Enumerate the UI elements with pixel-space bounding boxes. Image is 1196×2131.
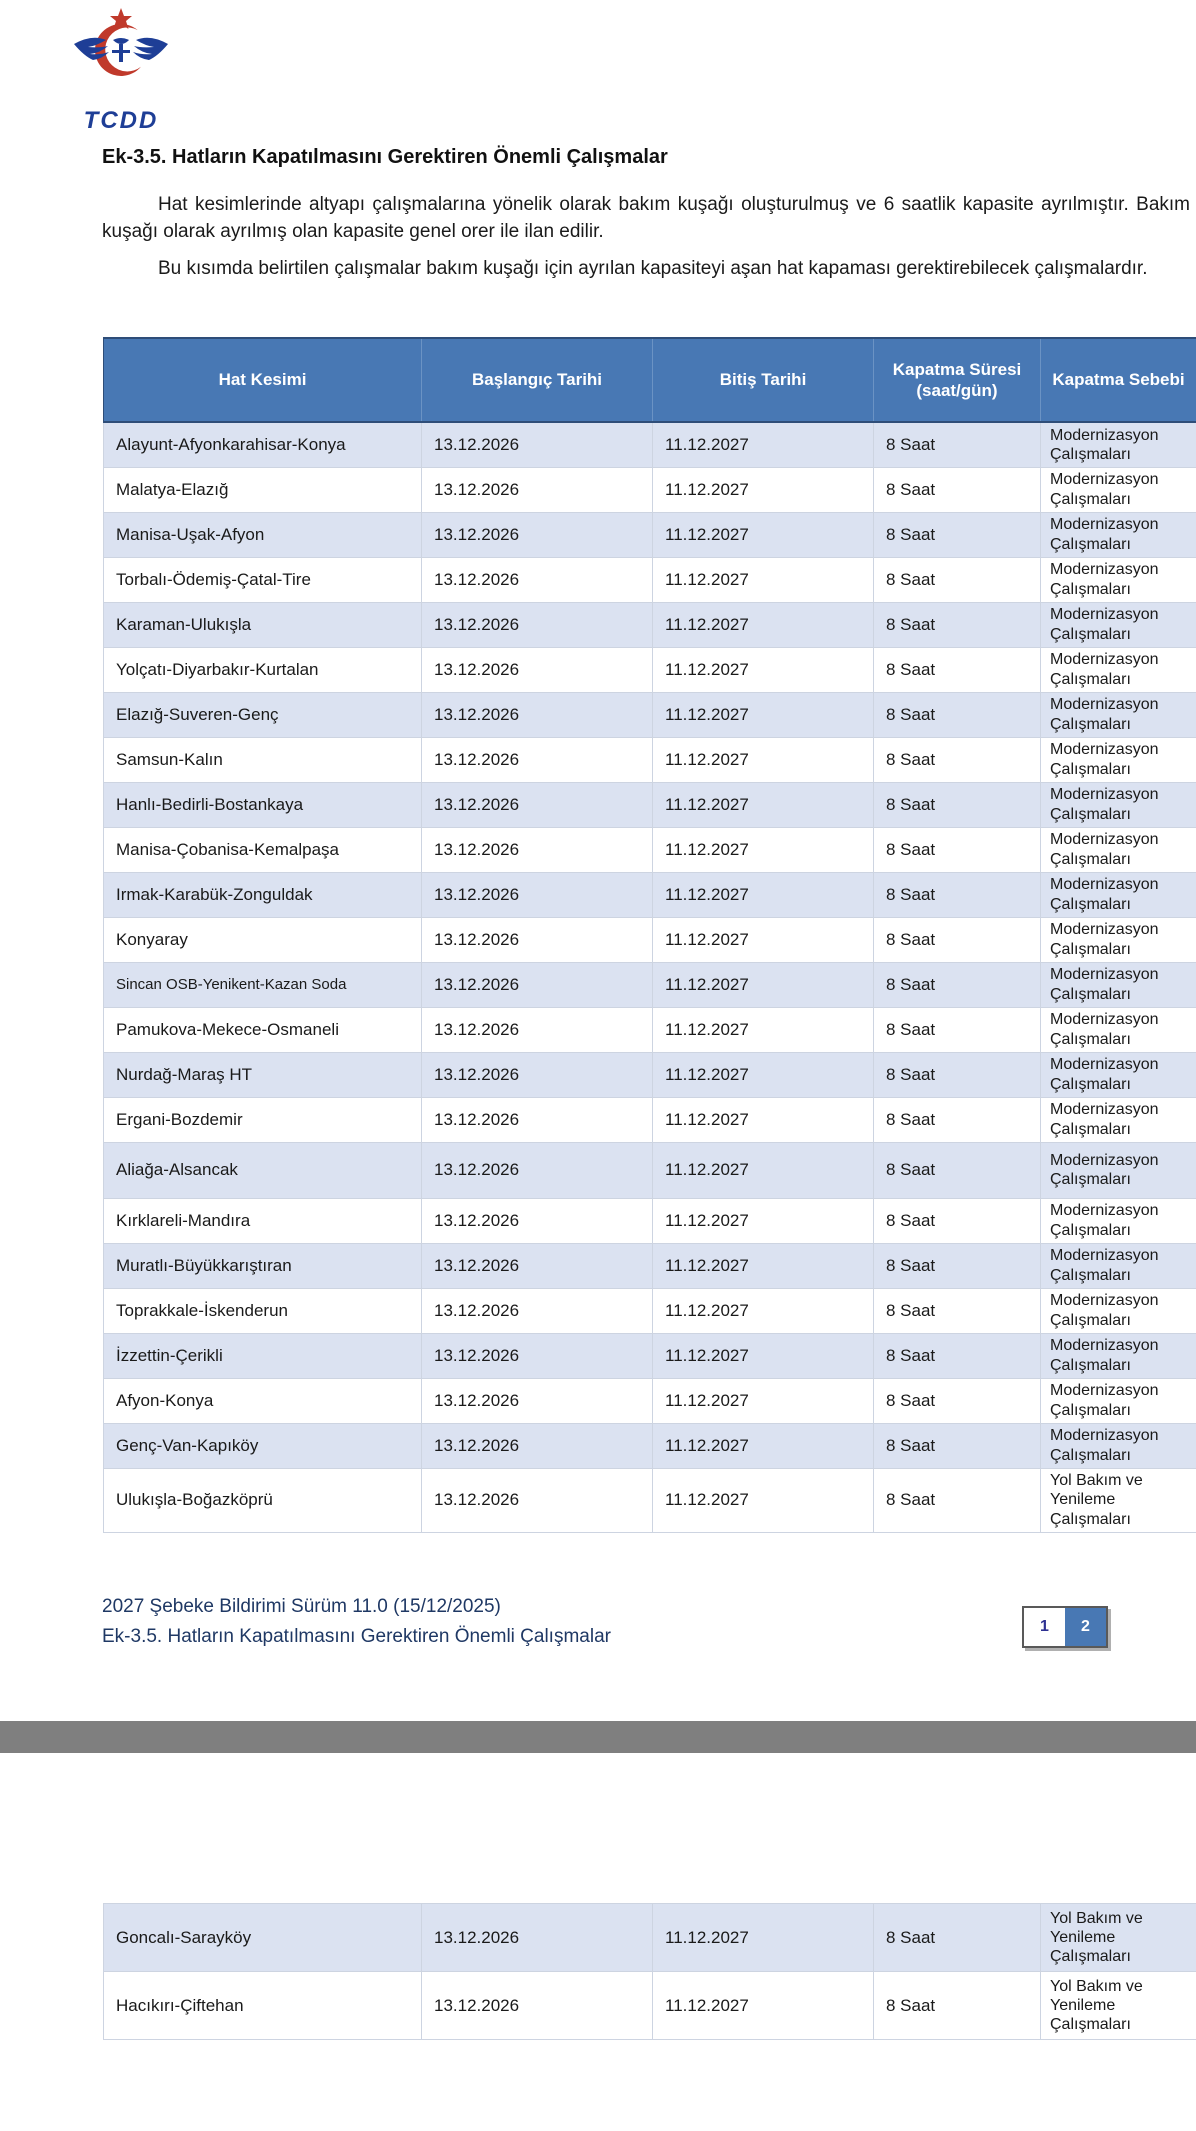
cell-kapatma-suresi: 8 Saat [874,737,1041,782]
cell-kapatma-suresi: 8 Saat [874,1904,1041,1972]
cell-kapatma-sebebi: Modernizasyon Çalışmaları [1041,602,1196,647]
cell-hat-kesimi: Nurdağ-Maraş HT [104,1052,422,1097]
cell-baslangic-tarihi: 13.12.2026 [422,467,653,512]
cell-baslangic-tarihi: 13.12.2026 [422,602,653,647]
cell-kapatma-sebebi: Modernizasyon Çalışmaları [1041,1288,1196,1333]
cell-bitis-tarihi: 11.12.2027 [653,1142,874,1198]
table-row [104,1097,1196,1142]
table-row [104,1904,1196,1972]
cell-kapatma-sebebi: Modernizasyon Çalışmaları [1041,692,1196,737]
header-bitis-tarihi: Bitiş Tarihi [653,338,874,422]
cell-kapatma-sebebi: Modernizasyon Çalışmaları [1041,782,1196,827]
cell-bitis-tarihi: 11.12.2027 [653,602,874,647]
cell-kapatma-suresi: 8 Saat [874,1007,1041,1052]
cell-kapatma-sebebi: Modernizasyon Çalışmaları [1041,512,1196,557]
cell-bitis-tarihi: 11.12.2027 [653,1052,874,1097]
cell-kapatma-suresi: 8 Saat [874,1198,1041,1243]
cell-bitis-tarihi: 11.12.2027 [653,692,874,737]
closure-table-body [104,422,1196,1532]
cell-baslangic-tarihi: 13.12.2026 [422,422,653,467]
cell-kapatma-suresi: 8 Saat [874,1097,1041,1142]
cell-bitis-tarihi: 11.12.2027 [653,647,874,692]
cell-kapatma-sebebi: Modernizasyon Çalışmaları [1041,872,1196,917]
cell-kapatma-suresi: 8 Saat [874,1423,1041,1468]
table-row [104,872,1196,917]
cell-bitis-tarihi: 11.12.2027 [653,1097,874,1142]
cell-kapatma-suresi: 8 Saat [874,1243,1041,1288]
cell-kapatma-suresi: 8 Saat [874,1972,1041,2040]
intro-paragraphs [102,192,1190,283]
tcdd-logo-text: TCDD [83,107,159,134]
cell-kapatma-sebebi: Yol Bakım ve Yenileme Çalışmaları [1041,1972,1196,2040]
cell-bitis-tarihi: 11.12.2027 [653,962,874,1007]
table-row [104,1423,1196,1468]
cell-baslangic-tarihi: 13.12.2026 [422,827,653,872]
cell-kapatma-sebebi: Modernizasyon Çalışmaları [1041,1198,1196,1243]
cell-baslangic-tarihi: 13.12.2026 [422,647,653,692]
cell-bitis-tarihi: 11.12.2027 [653,827,874,872]
cell-hat-kesimi: Irmak-Karabük-Zonguldak [104,872,422,917]
table-row [104,1243,1196,1288]
cell-baslangic-tarihi: 13.12.2026 [422,1142,653,1198]
cell-bitis-tarihi: 11.12.2027 [653,1972,874,2040]
closure-table-header [104,338,1196,422]
cell-hat-kesimi: Hanlı-Bedirli-Bostankaya [104,782,422,827]
cell-kapatma-sebebi: Modernizasyon Çalışmaları [1041,962,1196,1007]
header-kapatma-suresi: Kapatma Süresi (saat/gün) [874,338,1041,422]
cell-baslangic-tarihi: 13.12.2026 [422,1198,653,1243]
cell-kapatma-suresi: 8 Saat [874,467,1041,512]
cell-kapatma-sebebi: Modernizasyon Çalışmaları [1041,1142,1196,1198]
page-number-1: 1 [1024,1608,1065,1646]
table-row [104,422,1196,467]
cell-kapatma-sebebi: Modernizasyon Çalışmaları [1041,647,1196,692]
cell-hat-kesimi: Konyaray [104,917,422,962]
cell-kapatma-sebebi: Modernizasyon Çalışmaları [1041,1007,1196,1052]
cell-kapatma-sebebi: Modernizasyon Çalışmaları [1041,1423,1196,1468]
table-row [104,692,1196,737]
cell-kapatma-sebebi: Modernizasyon Çalışmaları [1041,1333,1196,1378]
cell-hat-kesimi: Samsun-Kalın [104,737,422,782]
header-hat-kesimi: Hat Kesimi [104,338,422,422]
table-row [104,1288,1196,1333]
cell-kapatma-sebebi: Modernizasyon Çalışmaları [1041,1052,1196,1097]
closure-table-page1 [103,337,1196,1533]
table-row [104,962,1196,1007]
table-row [104,917,1196,962]
cell-kapatma-sebebi: Modernizasyon Çalışmaları [1041,467,1196,512]
cell-baslangic-tarihi: 13.12.2026 [422,872,653,917]
cell-bitis-tarihi: 11.12.2027 [653,1333,874,1378]
cell-bitis-tarihi: 11.12.2027 [653,1904,874,1972]
table-row [104,602,1196,647]
cell-hat-kesimi: Genç-Van-Kapıköy [104,1423,422,1468]
cell-kapatma-suresi: 8 Saat [874,962,1041,1007]
cell-baslangic-tarihi: 13.12.2026 [422,1097,653,1142]
cell-bitis-tarihi: 11.12.2027 [653,1243,874,1288]
cell-bitis-tarihi: 11.12.2027 [653,1423,874,1468]
cell-baslangic-tarihi: 13.12.2026 [422,1972,653,2040]
cell-hat-kesimi: Yolçatı-Diyarbakır-Kurtalan [104,647,422,692]
cell-baslangic-tarihi: 13.12.2026 [422,1904,653,1972]
closure-table-page2 [103,1903,1196,2040]
cell-kapatma-suresi: 8 Saat [874,1333,1041,1378]
page-break-divider [0,1721,1196,1753]
cell-hat-kesimi: Ergani-Bozdemir [104,1097,422,1142]
cell-hat-kesimi: Alayunt-Afyonkarahisar-Konya [104,422,422,467]
table-row [104,557,1196,602]
table-row [104,782,1196,827]
page-footer [102,1592,611,1652]
cell-hat-kesimi: Afyon-Konya [104,1378,422,1423]
cell-kapatma-suresi: 8 Saat [874,872,1041,917]
page-title: Ek-3.5. Hatların Kapatılmasını Gerektiren Önemli Çalışmalar [102,146,668,168]
header-kapatma-sebebi: Kapatma Sebebi [1041,338,1196,422]
cell-kapatma-suresi: 8 Saat [874,1142,1041,1198]
cell-bitis-tarihi: 11.12.2027 [653,1288,874,1333]
cell-kapatma-sebebi: Modernizasyon Çalışmaları [1041,1243,1196,1288]
cell-baslangic-tarihi: 13.12.2026 [422,1333,653,1378]
table-row [104,1468,1196,1532]
table-row [104,1198,1196,1243]
cell-baslangic-tarihi: 13.12.2026 [422,512,653,557]
cell-kapatma-suresi: 8 Saat [874,647,1041,692]
closure-table-page2-body [104,1904,1196,2040]
table-row [104,1378,1196,1423]
table-row [104,467,1196,512]
cell-kapatma-sebebi: Modernizasyon Çalışmaları [1041,827,1196,872]
cell-bitis-tarihi: 11.12.2027 [653,1468,874,1532]
cell-bitis-tarihi: 11.12.2027 [653,737,874,782]
cell-kapatma-sebebi: Yol Bakım ve Yenileme Çalışmaları [1041,1904,1196,1972]
cell-hat-kesimi: Muratlı-Büyükkarıştıran [104,1243,422,1288]
cell-hat-kesimi: Hacıkırı-Çiftehan [104,1972,422,2040]
cell-kapatma-suresi: 8 Saat [874,422,1041,467]
cell-bitis-tarihi: 11.12.2027 [653,1198,874,1243]
cell-baslangic-tarihi: 13.12.2026 [422,1288,653,1333]
cell-hat-kesimi: Elazığ-Suveren-Genç [104,692,422,737]
paragraph-maintenance-band: Hat kesimlerinde altyapı çalışmalarına yönelik olarak bakım kuşağı oluşturulmuş ve 6 saatlik kapasite ayrılmıştır. Bakım kuşağı olarak ayrılmış olan kapasite genel orer ile ilan edilir. [102,194,1190,242]
cell-kapatma-suresi: 8 Saat [874,512,1041,557]
cell-kapatma-suresi: 8 Saat [874,1468,1041,1532]
table-row [104,647,1196,692]
cell-bitis-tarihi: 11.12.2027 [653,872,874,917]
cell-baslangic-tarihi: 13.12.2026 [422,1243,653,1288]
cell-baslangic-tarihi: 13.12.2026 [422,1423,653,1468]
cell-bitis-tarihi: 11.12.2027 [653,1378,874,1423]
cell-baslangic-tarihi: 13.12.2026 [422,782,653,827]
cell-kapatma-suresi: 8 Saat [874,1288,1041,1333]
cell-kapatma-suresi: 8 Saat [874,602,1041,647]
cell-kapatma-sebebi: Modernizasyon Çalışmaları [1041,422,1196,467]
cell-kapatma-sebebi: Modernizasyon Çalışmaları [1041,1378,1196,1423]
cell-bitis-tarihi: 11.12.2027 [653,557,874,602]
cell-bitis-tarihi: 11.12.2027 [653,467,874,512]
cell-bitis-tarihi: 11.12.2027 [653,782,874,827]
table-row [104,827,1196,872]
cell-hat-kesimi: Malatya-Elazığ [104,467,422,512]
cell-kapatma-suresi: 8 Saat [874,557,1041,602]
cell-hat-kesimi: Manisa-Çobanisa-Kemalpaşa [104,827,422,872]
cell-baslangic-tarihi: 13.12.2026 [422,962,653,1007]
cell-kapatma-suresi: 8 Saat [874,692,1041,737]
table-row [104,1052,1196,1097]
cell-kapatma-suresi: 8 Saat [874,917,1041,962]
footer-version-line: 2027 Şebeke Bildirimi Sürüm 11.0 (15/12/2025) [102,1596,501,1617]
cell-hat-kesimi: Pamukova-Mekece-Osmaneli [104,1007,422,1052]
cell-kapatma-sebebi: Yol Bakım ve Yenileme Çalışmaları [1041,1468,1196,1532]
cell-hat-kesimi: İzzettin-Çerikli [104,1333,422,1378]
cell-hat-kesimi: Karaman-Ulukışla [104,602,422,647]
page-indicator [1022,1606,1108,1648]
cell-hat-kesimi: Goncalı-Sarayköy [104,1904,422,1972]
cell-kapatma-sebebi: Modernizasyon Çalışmaları [1041,1097,1196,1142]
cell-hat-kesimi: Kırklareli-Mandıra [104,1198,422,1243]
cell-kapatma-sebebi: Modernizasyon Çalışmaları [1041,737,1196,782]
cell-baslangic-tarihi: 13.12.2026 [422,1378,653,1423]
cell-kapatma-suresi: 8 Saat [874,1378,1041,1423]
cell-baslangic-tarihi: 13.12.2026 [422,1052,653,1097]
page-number-2-active: 2 [1065,1608,1106,1646]
cell-kapatma-sebebi: Modernizasyon Çalışmaları [1041,917,1196,962]
cell-bitis-tarihi: 11.12.2027 [653,917,874,962]
cell-hat-kesimi: Sincan OSB-Yenikent-Kazan Soda [104,962,422,1007]
tcdd-logo [66,6,176,134]
cell-hat-kesimi: Ulukışla-Boğazköprü [104,1468,422,1532]
table-row [104,1007,1196,1052]
cell-baslangic-tarihi: 13.12.2026 [422,692,653,737]
cell-bitis-tarihi: 11.12.2027 [653,512,874,557]
cell-kapatma-sebebi: Modernizasyon Çalışmaları [1041,557,1196,602]
cell-baslangic-tarihi: 13.12.2026 [422,1468,653,1532]
cell-baslangic-tarihi: 13.12.2026 [422,1007,653,1052]
cell-kapatma-suresi: 8 Saat [874,782,1041,827]
cell-kapatma-suresi: 8 Saat [874,1052,1041,1097]
table-row [104,1142,1196,1198]
cell-kapatma-suresi: 8 Saat [874,827,1041,872]
table-row [104,1333,1196,1378]
cell-hat-kesimi: Torbalı-Ödemiş-Çatal-Tire [104,557,422,602]
table-row [104,512,1196,557]
header-baslangic-tarihi: Başlangıç Tarihi [422,338,653,422]
cell-baslangic-tarihi: 13.12.2026 [422,737,653,782]
cell-baslangic-tarihi: 13.12.2026 [422,557,653,602]
table-row [104,1972,1196,2040]
tcdd-emblem-icon [66,6,176,108]
cell-bitis-tarihi: 11.12.2027 [653,1007,874,1052]
table-row [104,737,1196,782]
cell-hat-kesimi: Toprakkale-İskenderun [104,1288,422,1333]
cell-hat-kesimi: Aliağa-Alsancak [104,1142,422,1198]
cell-bitis-tarihi: 11.12.2027 [653,422,874,467]
cell-baslangic-tarihi: 13.12.2026 [422,917,653,962]
footer-section-line: Ek-3.5. Hatların Kapatılmasını Gerektiren Önemli Çalışmalar [102,1626,611,1648]
paragraph-line-closure: Bu kısımda belirtilen çalışmalar bakım kuşağı için ayrılan kapasiteyi aşan hat kapaması gerektirebilecek çalışmalardır. [158,257,1148,279]
cell-hat-kesimi: Manisa-Uşak-Afyon [104,512,422,557]
